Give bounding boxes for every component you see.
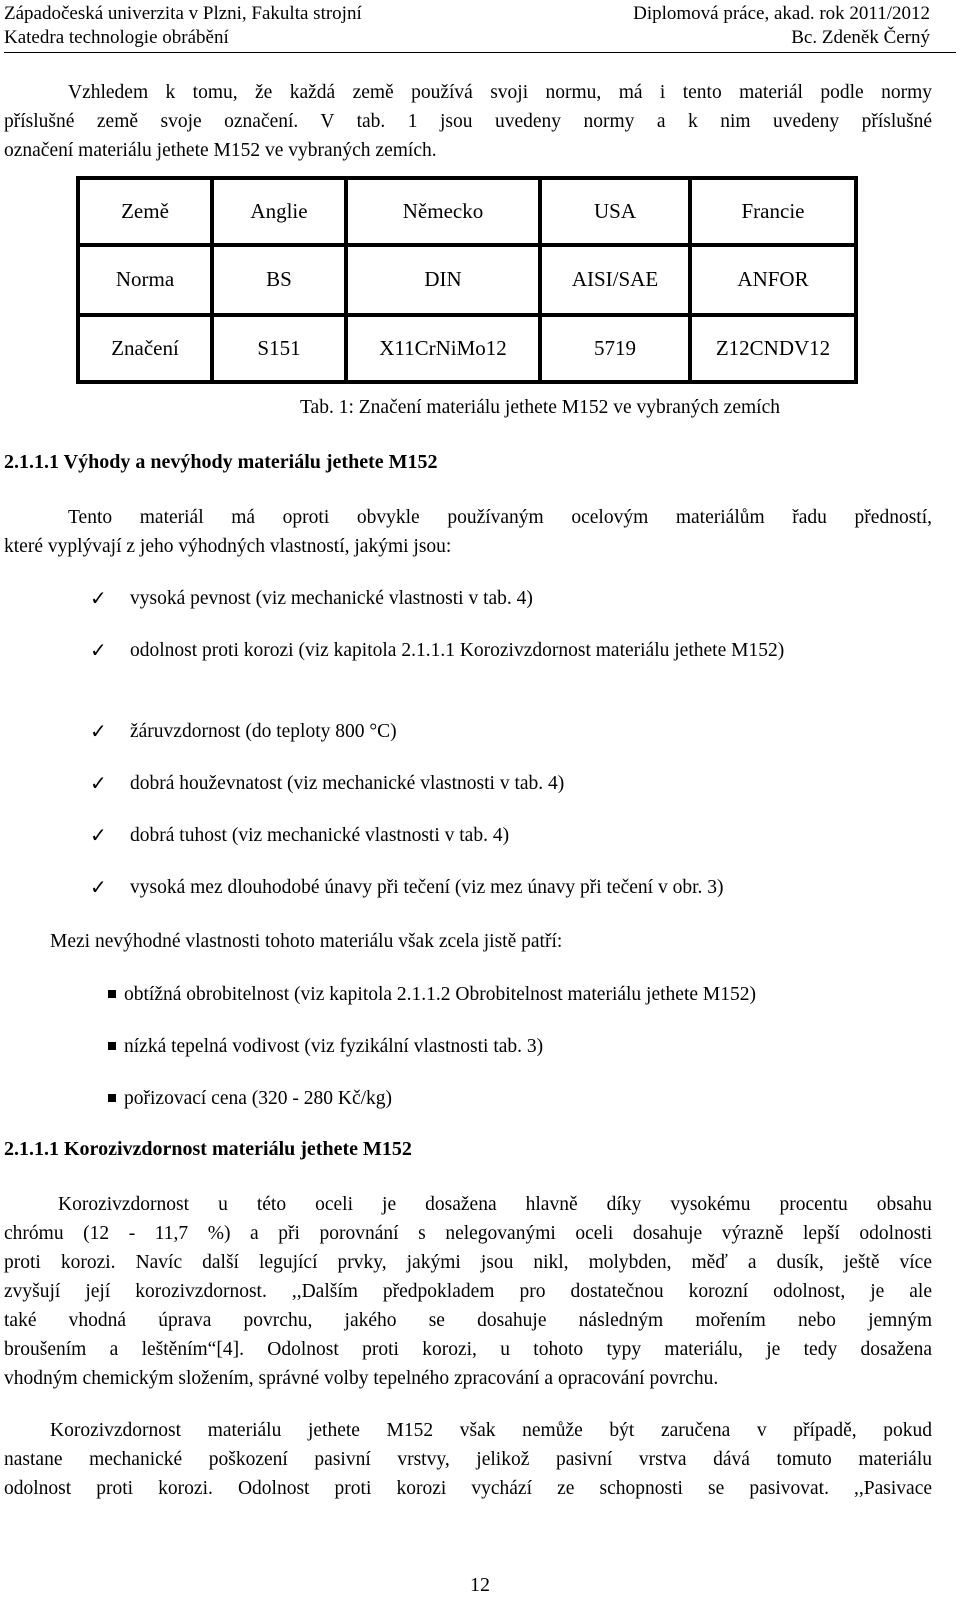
table-cell: USA xyxy=(540,180,690,245)
table-cell: AISI/SAE xyxy=(540,245,690,315)
disadvantage-text: nízká tepelná vodivost (viz fyzikální vlastnosti tab. 3) xyxy=(124,1036,544,1057)
norms-table xyxy=(76,176,858,384)
intro-line-3: označení materiálu jethete M152 ve vybraných zemích. xyxy=(4,140,437,161)
checkmark-icon: ✓ xyxy=(90,771,107,795)
square-bullet-icon xyxy=(108,1094,116,1102)
intro-line-1: Vzhledem k tomu, že každá země používá svoji normu, má i tento materiál podle normy xyxy=(68,82,932,103)
table-cell: ANFOR xyxy=(690,245,854,315)
table-cell: Země xyxy=(80,180,212,245)
corrosion-para1-line: broušením a leštěním“[4]. Odolnost proti korozi, u tohoto typy materiálu, je tedy dosažena xyxy=(4,1339,932,1360)
checkmark-icon: ✓ xyxy=(90,719,107,743)
table-cell: Norma xyxy=(80,245,212,315)
header-divider xyxy=(4,52,956,53)
section-heading-advantages: 2.1.1.1 Výhody a nevýhody materiálu jethete M152 xyxy=(4,451,438,473)
table-cell: DIN xyxy=(346,245,540,315)
table-cell: Francie xyxy=(690,180,854,245)
header-thesis-info: Diplomová práce, akad. rok 2011/2012 xyxy=(633,3,930,24)
disadvantage-text: pořizovací cena (320 - 280 Kč/kg) xyxy=(124,1088,393,1109)
header-university: Západočeská univerzita v Plzni, Fakulta strojní xyxy=(4,3,362,24)
corrosion-para2-line: odolnost proti korozi. Odolnost proti korozi vychází ze schopnosti se pasivovat. ,,Pasivace xyxy=(4,1478,932,1499)
section-heading-corrosion: 2.1.1.1 Korozivzdornost materiálu jethete M152 xyxy=(4,1138,412,1160)
table-caption: Tab. 1: Značení materiálu jethete M152 ve vybraných zemích xyxy=(300,397,780,418)
checkmark-icon: ✓ xyxy=(90,638,107,662)
corrosion-para1-line: také vhodná úprava povrchu, jakého se dosahuje následným mořením nebo jemným xyxy=(4,1310,932,1331)
advantage-text: dobrá tuhost (viz mechanické vlastnosti v tab. 4) xyxy=(130,825,510,846)
table-cell: Anglie xyxy=(212,180,346,245)
page-number: 12 xyxy=(470,1574,490,1596)
table-cell: Značení xyxy=(80,315,212,380)
header-author: Bc. Zdeněk Černý xyxy=(791,27,930,48)
corrosion-para1-line: zvyšují její korozivzdornost. ,,Dalším předpokladem pro dostatečnou korozní odolnost, je ale xyxy=(4,1281,932,1302)
square-bullet-icon xyxy=(108,990,116,998)
advantages-intro-line-2: které vyplývají z jeho výhodných vlastností, jakými jsou: xyxy=(4,536,452,557)
corrosion-para1-line: Korozivzdornost u této oceli je dosažena hlavně díky vysokému procentu obsahu xyxy=(58,1194,932,1215)
header-department: Katedra technologie obrábění xyxy=(4,27,229,48)
table-cell: Z12CNDV12 xyxy=(715,335,831,360)
table-row xyxy=(80,180,854,245)
corrosion-para1-line: chrómu (12 - 11,7 %) a při porovnání s nelegovanými oceli dosahuje výrazně lepší odolnosti xyxy=(4,1223,932,1244)
table-row xyxy=(80,315,854,380)
table-cell: BS xyxy=(212,245,346,315)
advantage-text: vysoká pevnost (viz mechanické vlastnosti v tab. 4) xyxy=(130,588,533,609)
corrosion-para2-line: nastane mechanické poškození pasivní vrstvy, jelikož pasivní vrstva dává tomuto materiálu xyxy=(4,1449,932,1470)
checkmark-icon: ✓ xyxy=(90,586,107,610)
corrosion-para1-line: proti korozi. Navíc další legující prvky, jakými jsou nikl, molybden, měď a dusík, ještě více xyxy=(4,1252,932,1273)
square-bullet-icon xyxy=(108,1042,116,1050)
corrosion-para2-line: Korozivzdornost materiálu jethete M152 však nemůže být zaručena v případě, pokud xyxy=(50,1420,932,1441)
checkmark-icon: ✓ xyxy=(90,823,107,847)
advantage-text: žáruvzdornost (do teploty 800 °C) xyxy=(130,721,397,742)
table-cell: Německo xyxy=(346,180,540,245)
table-row xyxy=(80,245,854,315)
table-cell: S151 xyxy=(212,315,346,380)
checkmark-icon: ✓ xyxy=(90,875,107,899)
corrosion-para1-line: vhodným chemickým složením, správné volby tepelného zpracování a opracování povrchu. xyxy=(4,1368,719,1389)
advantage-text: dobrá houževnatost (viz mechanické vlastnosti v tab. 4) xyxy=(130,773,565,794)
disadvantages-intro: Mezi nevýhodné vlastnosti tohoto materiálu však zcela jistě patří: xyxy=(50,931,563,952)
table-cell: X11CrNiMo12 xyxy=(346,315,540,380)
disadvantage-text: obtížná obrobitelnost (viz kapitola 2.1.1.2 Obrobitelnost materiálu jethete M152) xyxy=(124,984,756,1005)
intro-line-2: příslušné země svoje označení. V tab. 1 jsou uvedeny normy a k nim uvedeny příslušné xyxy=(4,111,932,132)
list-item xyxy=(90,636,932,694)
advantage-text: odolnost proti korozi (viz kapitola 2.1.1.1 Korozivzdornost materiálu jethete M152) xyxy=(130,640,785,661)
advantages-intro-line-1: Tento materiál má oproti obvykle používaným ocelovým materiálům řadu předností, xyxy=(68,507,932,528)
table-cell: 5719 xyxy=(540,315,690,380)
advantage-text: vysoká mez dlouhodobé únavy při tečení (viz mez únavy při tečení v obr. 3) xyxy=(130,877,724,898)
